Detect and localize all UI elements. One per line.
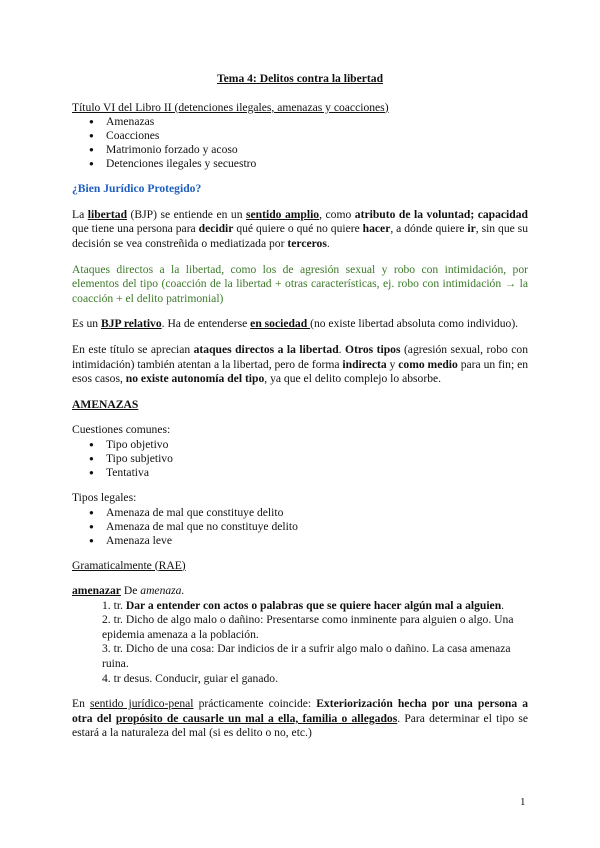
list-item: ● Tipo objetivo xyxy=(106,438,528,452)
list-item: ● Detenciones ilegales y secuestro xyxy=(106,157,528,171)
list-item: ● Tentativa xyxy=(106,466,528,480)
definition-3: 3. tr. Dicho de una cosa: Dar indicios de ir a sufrir algo malo o dañino. La casa amenaza ruina. xyxy=(102,642,511,671)
definition-4: 4. tr desus. Conducir, guiar el ganado. xyxy=(102,671,278,685)
paragraph-libertad: La libertad (BJP) se entiende en un sentido amplio, como atributo de la voluntad; capacidad que tiene una persona para decidir qué quiere o qué no quiere hacer, a dónde quiere ir, sin que su decisión se vea constreñida o mediatizada por terceros. xyxy=(72,207,528,250)
list-item: ● Amenaza de mal que no constituye delito xyxy=(106,520,528,534)
page-number: 1 xyxy=(520,796,526,808)
subtitle: Título VI del Libro II (detenciones ilegales, amenazas y coacciones) xyxy=(72,100,389,114)
document-page xyxy=(72,72,528,741)
rae-label: Gramaticalmente (RAE) xyxy=(72,558,186,572)
page-title: Tema 4: Delitos contra la libertad xyxy=(216,72,384,85)
list-item: ● Tipo subjetivo xyxy=(106,452,528,466)
paragraph-titulo: En este título se aprecian ataques directos a la libertad. Otros tipos (agresión sexual, robo con intimidación) también atentan a la libertad, pero de forma indirecta y como medio para un fin; en esos casos, no existe autonomía del tipo, ya que el delito complejo lo absorbe. xyxy=(72,342,529,386)
paragraph-ataques-directos: Ataques directos a la libertad, como los de agresión sexual y robo con intimidación, por elementos del tipo (coacción de la libertad + otras características, ej. robo con intimidación → la coacción + el delito patrimonial) xyxy=(72,262,528,305)
definition-1: 1. tr. Dar a entender con actos o palabras que se quiere hacer algún mal a alguien. xyxy=(102,598,505,612)
tipos-list xyxy=(72,506,528,548)
list-item: ● Amenaza de mal que constituye delito xyxy=(106,506,528,520)
index-list xyxy=(72,115,528,171)
list-item: ● Coacciones xyxy=(106,129,528,143)
paragraph-sentido-juridico: En sentido jurídico-penal prácticamente coincide: Exteriorización hecha por una persona a otra del propósito de causarle un mal a ella, familia o allegados. Para determinar el tipo se estará a la naturaleza del mal (si es delito o no, etc.) xyxy=(72,697,529,740)
cuestiones-label: Cuestiones comunes: xyxy=(72,423,171,437)
list-item: ● Amenazas xyxy=(106,115,528,129)
definition-headword: amenazar De amenaza. xyxy=(72,584,185,598)
list-item: ● Amenaza leve xyxy=(106,534,528,548)
paragraph-bjp-relativo: Es un BJP relativo. Ha de entenderse en sociedad (no existe libertad absoluta como individuo). xyxy=(72,317,519,331)
section-heading-amenazas: AMENAZAS xyxy=(72,397,139,411)
definition-list xyxy=(72,599,528,687)
definition-2: 2. tr. Dicho de algo malo o dañino: Presentarse como inminente para alguien o algo. Una epidemia amenaza a la población. xyxy=(102,613,514,641)
tipos-label: Tipos legales: xyxy=(72,490,137,504)
cuestiones-list xyxy=(72,438,528,480)
bjp-heading: ¿Bien Jurídico Protegido? xyxy=(72,182,202,196)
list-item: ● Matrimonio forzado y acoso xyxy=(106,143,528,157)
